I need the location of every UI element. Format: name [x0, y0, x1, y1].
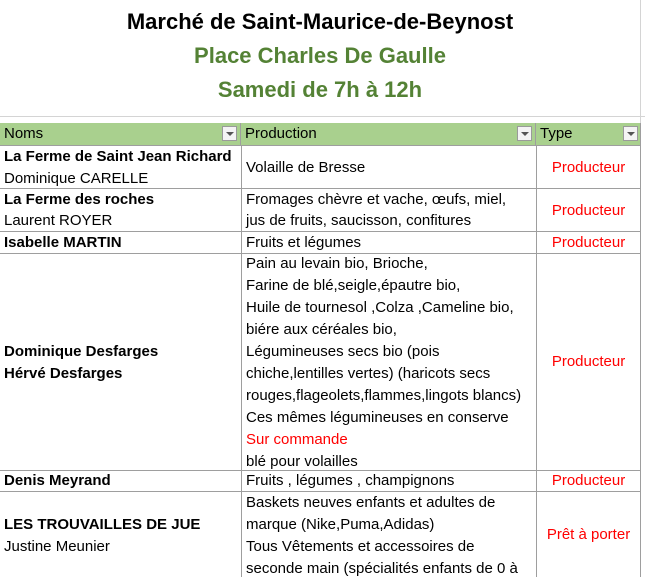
vendor-type: Producteur: [551, 202, 626, 219]
vendor-production: chiche,lentilles vertes) (haricots secs: [246, 365, 491, 382]
column-header-noms: [0, 123, 241, 145]
vendor-type: Prêt à porter: [546, 526, 631, 543]
vendor-name: La Ferme de Saint Jean Richard: [4, 148, 232, 165]
vendor-contact: Laurent ROYER: [4, 212, 113, 229]
market-location: Place Charles De Gaulle: [194, 43, 446, 68]
market-hours: Samedi de 7h à 12h: [217, 77, 423, 102]
filter-dropdown-icon[interactable]: [517, 126, 532, 141]
vendor-name: Isabelle MARTIN: [4, 234, 122, 251]
vendor-contact: Dominique CARELLE: [4, 170, 149, 187]
vendor-production: biére aux céréales bio,: [246, 321, 397, 338]
table-header: [0, 123, 641, 146]
column-header-production-label: Production: [245, 125, 317, 142]
vendor-production: Volaille de Bresse: [246, 159, 366, 176]
vendor-name: Dominique Desfarges: [4, 343, 159, 360]
filter-dropdown-icon[interactable]: [222, 126, 237, 141]
vendor-type: Producteur: [551, 353, 626, 370]
column-header-production: [241, 123, 536, 145]
vendor-type: Producteur: [551, 234, 626, 251]
vendor-production: Légumineuses secs bio (pois: [246, 343, 440, 360]
vendor-production: Fromages chèvre et vache, œufs, miel,: [246, 191, 507, 208]
vendor-name: Denis Meyrand: [4, 472, 111, 489]
column-header-type-label: Type: [540, 125, 573, 142]
vendor-production: blé pour volailles: [246, 453, 358, 470]
vendor-name-2: Hérvé Desfarges: [4, 365, 123, 382]
vendor-production: Baskets neuves enfants et adultes de: [246, 494, 496, 511]
filter-dropdown-icon[interactable]: [623, 126, 638, 141]
vendor-type: Producteur: [551, 472, 626, 489]
market-title: Marché de Saint-Maurice-de-Beynost: [126, 9, 514, 34]
vendor-production: Huile de tournesol ,Colza ,Cameline bio,: [246, 299, 514, 316]
vendor-production: Farine de blé,seigle,épautre bio,: [246, 277, 461, 294]
vendor-production: Ces mêmes légumineuses en conserve: [246, 409, 509, 426]
column-header-type: [536, 123, 641, 145]
vendor-production: rouges,flageolets,flammes,lingots blancs): [246, 387, 522, 404]
column-header-noms-label: Noms: [4, 125, 44, 142]
vendor-production: seconde main (spécialités enfants de 0 à: [246, 560, 518, 577]
vendor-production: marque (Nike,Puma,Adidas): [246, 516, 435, 533]
vendor-production: jus de fruits, saucisson, confitures: [246, 212, 472, 229]
vendor-name: La Ferme des roches: [4, 191, 155, 208]
vendor-type: Producteur: [551, 159, 626, 176]
vendor-contact: Justine Meunier: [4, 538, 110, 555]
on-order-note: Sur commande: [246, 431, 348, 448]
vendor-production: Pain au levain bio, Brioche,: [246, 255, 428, 272]
vendor-production: Fruits et légumes: [246, 234, 362, 251]
vendor-production: Fruits , légumes , champignons: [246, 472, 455, 489]
vendor-name: LES TROUVAILLES DE JUE: [4, 516, 201, 533]
vendor-production: Tous Vêtements et accessoires de: [246, 538, 475, 555]
